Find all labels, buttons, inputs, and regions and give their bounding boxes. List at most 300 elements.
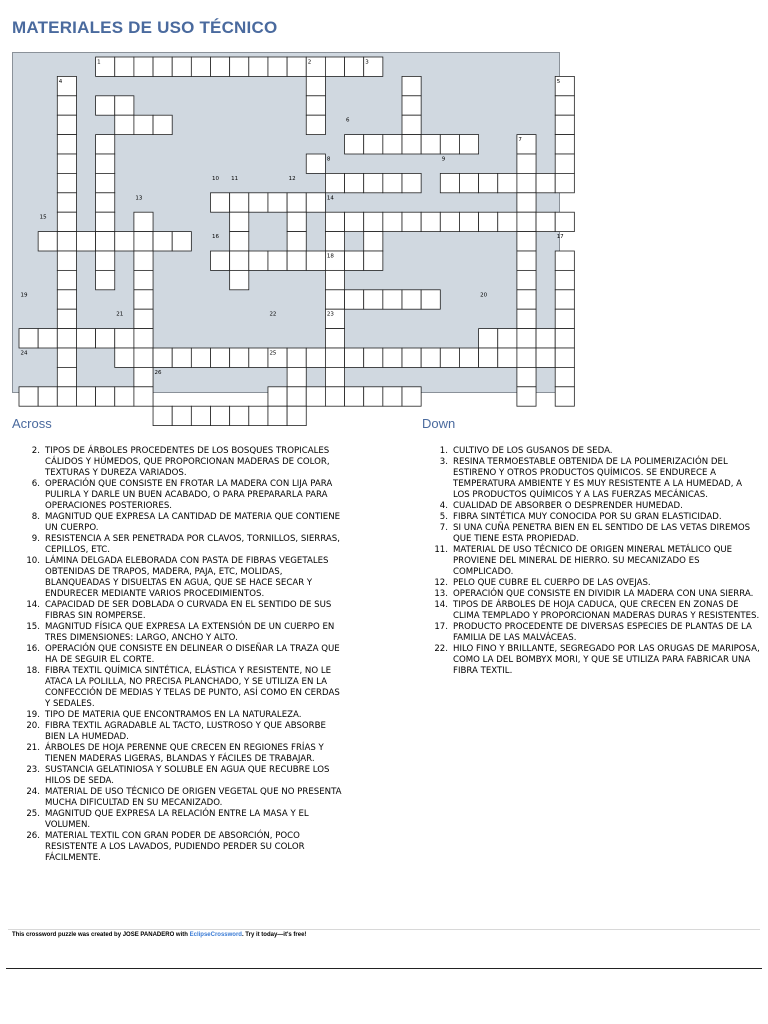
across-clue bbox=[16, 831, 346, 864]
grid-cell[interactable] bbox=[287, 193, 306, 212]
footer-credit bbox=[12, 932, 306, 938]
grid-cell[interactable] bbox=[57, 367, 76, 386]
grid-cell[interactable] bbox=[325, 367, 344, 386]
grid-cell[interactable] bbox=[421, 135, 440, 154]
clue-text: TIPOS DE ÁRBOLES PROCEDENTES DE LOS BOSQUES TROPICALES CÁLIDOS Y HÚMEDOS, QUE PROPORCIONAN MADERAS DE COLOR, TEXTURAS Y DUREZA VARIADOS. bbox=[45, 446, 330, 478]
grid-cell[interactable] bbox=[364, 212, 383, 231]
grid-cell[interactable] bbox=[517, 309, 536, 328]
clue-text: CUALIDAD DE ABSORBER O DESPRENDER HUMEDAD. bbox=[453, 501, 683, 511]
grid-cell[interactable] bbox=[57, 309, 76, 328]
grid-cell[interactable] bbox=[153, 232, 172, 251]
grid-cell[interactable] bbox=[115, 387, 134, 406]
clue-text: MAGNITUD FÍSICA QUE EXPRESA LA EXTENSIÓN DE UN CUERPO EN TRES DIMENSIONES: LARGO, ANCHO Y ALTO. bbox=[45, 622, 335, 643]
grid-cell[interactable] bbox=[555, 367, 574, 386]
grid-cell[interactable] bbox=[325, 387, 344, 406]
grid-cell[interactable] bbox=[345, 387, 364, 406]
grid-cell[interactable] bbox=[421, 290, 440, 309]
grid-cell[interactable] bbox=[555, 290, 574, 309]
across-clue bbox=[16, 743, 346, 765]
grid-cell[interactable] bbox=[517, 367, 536, 386]
clue-number: 10. bbox=[26, 556, 40, 566]
grid-cell[interactable] bbox=[402, 348, 421, 367]
grid-cell[interactable] bbox=[306, 96, 325, 115]
grid-cell[interactable] bbox=[364, 348, 383, 367]
grid-cell[interactable] bbox=[134, 367, 153, 386]
clue-text: TIPO DE MATERIA QUE ENCONTRAMOS EN LA NATURALEZA. bbox=[45, 710, 302, 720]
grid-cell[interactable] bbox=[498, 173, 517, 192]
grid-cell[interactable] bbox=[383, 212, 402, 231]
grid-cell[interactable] bbox=[517, 348, 536, 367]
grid-cell[interactable] bbox=[115, 96, 134, 115]
clue-number: 24. bbox=[26, 787, 40, 797]
grid-cell[interactable] bbox=[459, 135, 478, 154]
clue-number: 26. bbox=[26, 831, 40, 841]
grid-cell[interactable] bbox=[134, 212, 153, 231]
grid-cell[interactable] bbox=[287, 57, 306, 76]
grid-cell[interactable] bbox=[479, 329, 498, 348]
grid-cell[interactable] bbox=[230, 251, 249, 270]
grid-cell[interactable] bbox=[57, 212, 76, 231]
grid-cell[interactable] bbox=[96, 173, 115, 192]
grid-cell[interactable] bbox=[57, 270, 76, 289]
grid-cell[interactable] bbox=[440, 348, 459, 367]
grid-cell[interactable] bbox=[96, 387, 115, 406]
grid-cell[interactable] bbox=[555, 173, 574, 192]
down-clue bbox=[424, 545, 760, 578]
grid-cell[interactable] bbox=[555, 96, 574, 115]
grid-cell[interactable] bbox=[402, 96, 421, 115]
grid-cell[interactable] bbox=[38, 232, 57, 251]
grid-cell[interactable] bbox=[383, 290, 402, 309]
grid-cell[interactable] bbox=[555, 135, 574, 154]
clue-text: MATERIAL TEXTIL CON GRAN PODER DE ABSORCIÓN, POCO RESISTENTE A LOS LAVADOS, PUDIENDO PERDER SU COLOR FÁCILMENTE. bbox=[45, 831, 305, 863]
grid-cell[interactable] bbox=[306, 115, 325, 134]
grid-cell[interactable] bbox=[325, 348, 344, 367]
grid-cell[interactable] bbox=[364, 387, 383, 406]
grid-cell[interactable] bbox=[172, 348, 191, 367]
across-clue bbox=[16, 600, 346, 622]
grid-cell[interactable] bbox=[440, 212, 459, 231]
grid-cell[interactable] bbox=[96, 232, 115, 251]
grid-cell[interactable] bbox=[345, 251, 364, 270]
footer-prefix: This crossword puzzle was created by JOSE PANADERO with bbox=[12, 932, 190, 938]
clue-number: 25. bbox=[26, 809, 40, 819]
grid-cell[interactable] bbox=[383, 348, 402, 367]
clue-number-label: 24 bbox=[20, 350, 28, 357]
grid-cell[interactable] bbox=[211, 193, 230, 212]
clue-number-label: 11 bbox=[231, 175, 239, 182]
grid-cell[interactable] bbox=[57, 173, 76, 192]
clue-text: FIBRA TEXTIL QUÍMICA SINTÉTICA, ELÁSTICA Y RESISTENTE, NO LE ATACA LA POLILLA, NO PRECISA PLANCHADO, Y SE UTILIZA EN LA CONFECCIÓN DE MEDIAS Y TELAS DE PUNTO, ASÍ COMO EN CERDAS Y SEDALES. bbox=[45, 666, 340, 709]
grid-cell[interactable] bbox=[96, 154, 115, 173]
grid-cell[interactable] bbox=[76, 387, 95, 406]
grid-cell[interactable] bbox=[325, 212, 344, 231]
grid-cell[interactable] bbox=[555, 212, 574, 231]
clue-number-label: 7 bbox=[518, 137, 522, 144]
grid-cell[interactable] bbox=[191, 57, 210, 76]
grid-cell[interactable] bbox=[57, 232, 76, 251]
grid-cell[interactable] bbox=[96, 251, 115, 270]
across-clue bbox=[16, 556, 346, 600]
grid-cell[interactable] bbox=[555, 387, 574, 406]
clue-number: 8. bbox=[31, 512, 40, 522]
clue-number: 1. bbox=[439, 446, 448, 456]
page-title: MATERIALES DE USO TÉCNICO bbox=[12, 18, 278, 37]
grid-cell[interactable] bbox=[96, 135, 115, 154]
across-clue-list bbox=[16, 446, 346, 864]
grid-cell[interactable] bbox=[555, 115, 574, 134]
grid-cell[interactable] bbox=[555, 309, 574, 328]
grid-cell[interactable] bbox=[421, 212, 440, 231]
clue-number-label: 12 bbox=[288, 175, 296, 182]
clue-text: ÁRBOLES DE HOJA PERENNE QUE CRECEN EN REGIONES FRÍAS Y TIENEN MADERAS LIGERAS, BLANDAS Y FÁCILES DE TRABAJAR. bbox=[45, 743, 324, 764]
across-clue bbox=[16, 666, 346, 710]
grid-cell[interactable] bbox=[479, 212, 498, 231]
grid-cell[interactable] bbox=[517, 193, 536, 212]
across-clue bbox=[16, 787, 346, 809]
grid-cell[interactable] bbox=[402, 135, 421, 154]
clue-text: CULTIVO DE LOS GUSANOS DE SEDA. bbox=[453, 446, 613, 456]
down-clue bbox=[424, 589, 760, 600]
grid-cell[interactable] bbox=[134, 348, 153, 367]
across-clue bbox=[16, 622, 346, 644]
grid-cell[interactable] bbox=[536, 212, 555, 231]
page-bottom-divider bbox=[6, 968, 762, 969]
grid-cell[interactable] bbox=[517, 232, 536, 251]
grid-cell[interactable] bbox=[345, 57, 364, 76]
down-clue bbox=[424, 501, 760, 512]
grid-cell[interactable] bbox=[249, 406, 268, 425]
grid-cell[interactable] bbox=[249, 348, 268, 367]
grid-cell[interactable] bbox=[287, 387, 306, 406]
grid-cell[interactable] bbox=[115, 329, 134, 348]
grid-cell[interactable] bbox=[134, 232, 153, 251]
grid-cell[interactable] bbox=[325, 232, 344, 251]
grid-cell[interactable] bbox=[421, 348, 440, 367]
grid-cell[interactable] bbox=[287, 212, 306, 231]
grid-cell[interactable] bbox=[19, 387, 38, 406]
grid-cell[interactable] bbox=[134, 270, 153, 289]
grid-cell[interactable] bbox=[325, 173, 344, 192]
grid-cell[interactable] bbox=[536, 329, 555, 348]
grid-cell[interactable] bbox=[364, 251, 383, 270]
grid-cell[interactable] bbox=[172, 406, 191, 425]
grid-cell[interactable] bbox=[287, 251, 306, 270]
grid-cell[interactable] bbox=[76, 329, 95, 348]
across-clue bbox=[16, 446, 346, 479]
clue-number-label: 6 bbox=[346, 117, 350, 124]
clue-number-label: 14 bbox=[326, 195, 334, 202]
grid-cell[interactable] bbox=[402, 387, 421, 406]
clue-number: 7. bbox=[439, 523, 448, 533]
grid-cell[interactable] bbox=[211, 348, 230, 367]
grid-cell[interactable] bbox=[230, 232, 249, 251]
clue-number: 15. bbox=[26, 622, 40, 632]
grid-cell[interactable] bbox=[306, 193, 325, 212]
grid-cell[interactable] bbox=[134, 329, 153, 348]
grid-cell[interactable] bbox=[96, 193, 115, 212]
clue-text: CAPACIDAD DE SER DOBLADA O CURVADA EN EL SENTIDO DE SUS FIBRAS SIN ROMPERSE. bbox=[45, 600, 332, 621]
grid-cell[interactable] bbox=[440, 173, 459, 192]
down-clue bbox=[424, 523, 760, 545]
grid-cell[interactable] bbox=[57, 193, 76, 212]
across-clue bbox=[16, 479, 346, 512]
grid-cell[interactable] bbox=[517, 329, 536, 348]
grid-cell[interactable] bbox=[268, 251, 287, 270]
grid-cell[interactable] bbox=[306, 387, 325, 406]
across-clue bbox=[16, 765, 346, 787]
grid-cell[interactable] bbox=[517, 173, 536, 192]
grid-cell[interactable] bbox=[57, 96, 76, 115]
down-clue bbox=[424, 578, 760, 589]
clue-number-label: 4 bbox=[58, 78, 63, 85]
grid-cell[interactable] bbox=[345, 212, 364, 231]
grid-cell[interactable] bbox=[153, 406, 172, 425]
clue-number: 14. bbox=[26, 600, 40, 610]
down-clue bbox=[424, 622, 760, 644]
clue-text: PRODUCTO PROCEDENTE DE DIVERSAS ESPECIES DE PLANTAS DE LA FAMILIA DE LAS MALVÁCEAS. bbox=[453, 622, 752, 643]
grid-cell[interactable] bbox=[134, 387, 153, 406]
grid-cell[interactable] bbox=[402, 212, 421, 231]
grid-cell[interactable] bbox=[19, 329, 38, 348]
clue-text: LÁMINA DELGADA ELEBORADA CON PASTA DE FIBRAS VEGETALES OBTENIDAS DE TRAPOS, MADERA, PAJA, ETC, MOLIDAS, BLANQUEADAS Y DISUELTAS EN AGUA, QUE SE HACE SECAR Y ENDURECER MEDIANTE VARIOS PROCEDIMIENTOS. bbox=[45, 556, 329, 599]
grid-cell[interactable] bbox=[345, 290, 364, 309]
grid-cell[interactable] bbox=[402, 290, 421, 309]
clue-text: SUSTANCIA GELATINIOSA Y SOLUBLE EN AGUA QUE RECUBRE LOS HILOS DE SEDA. bbox=[45, 765, 330, 786]
clue-number: 3. bbox=[439, 457, 448, 467]
grid-cell[interactable] bbox=[230, 406, 249, 425]
across-clue bbox=[16, 644, 346, 666]
down-clue-list bbox=[424, 446, 760, 677]
grid-cell[interactable] bbox=[364, 232, 383, 251]
clue-number-label: 1 bbox=[97, 59, 101, 66]
down-clue bbox=[424, 446, 760, 457]
grid-cell[interactable] bbox=[153, 115, 172, 134]
grid-cell[interactable] bbox=[402, 115, 421, 134]
eclipsecrossword-link[interactable]: EclipseCrossword bbox=[189, 932, 242, 938]
grid-cell[interactable] bbox=[134, 251, 153, 270]
grid-cell[interactable] bbox=[555, 251, 574, 270]
grid-cell[interactable] bbox=[191, 406, 210, 425]
grid-cell[interactable] bbox=[306, 154, 325, 173]
grid-cell[interactable] bbox=[211, 406, 230, 425]
grid-cell[interactable] bbox=[345, 173, 364, 192]
grid-cell[interactable] bbox=[364, 135, 383, 154]
grid-cell[interactable] bbox=[536, 173, 555, 192]
clue-number-label: 17 bbox=[556, 234, 564, 241]
down-clue bbox=[424, 457, 760, 501]
grid-cell[interactable] bbox=[153, 348, 172, 367]
grid-cell[interactable] bbox=[517, 251, 536, 270]
grid-cell[interactable] bbox=[383, 135, 402, 154]
clue-number: 16. bbox=[26, 644, 40, 654]
grid-cell[interactable] bbox=[517, 154, 536, 173]
clue-number: 12. bbox=[434, 578, 448, 588]
grid-cell[interactable] bbox=[517, 212, 536, 231]
grid-cell[interactable] bbox=[115, 115, 134, 134]
grid-cell[interactable] bbox=[153, 57, 172, 76]
clue-text: OPERACIÓN QUE CONSISTE EN FROTAR LA MADERA CON LIJA PARA PULIRLA Y DARLE UN BUEN ACABADO, O PARA PREPARARLA PARA OPERACIONES POSTERIORES. bbox=[45, 479, 333, 511]
clue-text: RESISTENCIA A SER PENETRADA POR CLAVOS, TORNILLOS, SIERRAS, CEPILLOS, ETC. bbox=[45, 534, 340, 555]
clue-text: MATERIAL DE USO TÉCNICO DE ORIGEN VEGETAL QUE NO PRESENTA MUCHA DIFICULTAD EN SU MECANIZADO. bbox=[45, 787, 342, 808]
grid-cell[interactable] bbox=[115, 232, 134, 251]
grid-cell[interactable] bbox=[115, 348, 134, 367]
grid-cell[interactable] bbox=[57, 135, 76, 154]
clue-number-label: 20 bbox=[480, 292, 488, 299]
grid-cell[interactable] bbox=[498, 348, 517, 367]
grid-cell[interactable] bbox=[383, 173, 402, 192]
grid-cell[interactable] bbox=[325, 329, 344, 348]
grid-cell[interactable] bbox=[306, 76, 325, 95]
grid-cell[interactable] bbox=[306, 348, 325, 367]
grid-cell[interactable] bbox=[479, 173, 498, 192]
grid-cell[interactable] bbox=[230, 212, 249, 231]
grid-cell[interactable] bbox=[517, 387, 536, 406]
grid-cell[interactable] bbox=[459, 173, 478, 192]
clue-number-label: 13 bbox=[135, 195, 143, 202]
grid-cell[interactable] bbox=[57, 251, 76, 270]
clue-number-label: 15 bbox=[39, 214, 47, 221]
grid-cell[interactable] bbox=[172, 57, 191, 76]
grid-cell[interactable] bbox=[555, 154, 574, 173]
clue-number: 14. bbox=[434, 600, 448, 610]
grid-cell[interactable] bbox=[555, 348, 574, 367]
grid-cell[interactable] bbox=[230, 348, 249, 367]
grid-cell[interactable] bbox=[115, 57, 134, 76]
grid-cell[interactable] bbox=[364, 290, 383, 309]
grid-cell[interactable] bbox=[57, 290, 76, 309]
clue-number-label: 21 bbox=[116, 311, 124, 318]
grid-cell[interactable] bbox=[268, 57, 287, 76]
grid-cell[interactable] bbox=[57, 387, 76, 406]
footer-divider bbox=[8, 929, 760, 930]
grid-cell[interactable] bbox=[440, 135, 459, 154]
clue-number: 20. bbox=[26, 721, 40, 731]
grid-cell[interactable] bbox=[383, 387, 402, 406]
grid-cell[interactable] bbox=[96, 329, 115, 348]
crossword-grid-svg bbox=[13, 53, 564, 392]
down-clue bbox=[424, 600, 760, 622]
grid-cell[interactable] bbox=[268, 193, 287, 212]
across-clue bbox=[16, 512, 346, 534]
clue-number-label: 16 bbox=[212, 234, 219, 241]
grid-cell[interactable] bbox=[345, 348, 364, 367]
grid-cell[interactable] bbox=[249, 251, 268, 270]
grid-cell[interactable] bbox=[459, 212, 478, 231]
grid-cell[interactable] bbox=[172, 232, 191, 251]
grid-cell[interactable] bbox=[96, 270, 115, 289]
grid-cell[interactable] bbox=[76, 232, 95, 251]
grid-cell[interactable] bbox=[96, 96, 115, 115]
grid-cell[interactable] bbox=[57, 154, 76, 173]
down-heading: Down bbox=[422, 416, 456, 431]
grid-cell[interactable] bbox=[325, 290, 344, 309]
clue-number-label: 25 bbox=[269, 350, 277, 357]
grid-cell[interactable] bbox=[230, 270, 249, 289]
clue-number-label: 26 bbox=[154, 369, 162, 376]
grid-cell[interactable] bbox=[268, 406, 287, 425]
grid-cell[interactable] bbox=[555, 329, 574, 348]
clue-text: MATERIAL DE USO TÉCNICO DE ORIGEN MINERAL METÁLICO QUE PROVIENE DEL MINERAL DE HIERRO. SU MECANIZADO ES COMPLICADO. bbox=[453, 545, 733, 577]
grid-cell[interactable] bbox=[211, 57, 230, 76]
grid-cell[interactable] bbox=[57, 348, 76, 367]
grid-cell[interactable] bbox=[249, 193, 268, 212]
clue-number-label: 2 bbox=[307, 59, 312, 66]
grid-cell[interactable] bbox=[191, 348, 210, 367]
grid-cell[interactable] bbox=[517, 270, 536, 289]
grid-cell[interactable] bbox=[287, 232, 306, 251]
grid-cell[interactable] bbox=[134, 57, 153, 76]
grid-cell[interactable] bbox=[325, 57, 344, 76]
clue-text: MAGNITUD QUE EXPRESA LA CANTIDAD DE MATERIA QUE CONTIENE UN CUERPO. bbox=[45, 512, 341, 533]
grid-cell[interactable] bbox=[459, 348, 478, 367]
clue-text: TIPOS DE ÁRBOLES DE HOJA CADUCA, QUE CRECEN EN ZONAS DE CLIMA TEMPLADO Y PROPORCIONAN MADERAS DURAS Y RESISTENTES. bbox=[453, 600, 760, 621]
down-clue bbox=[424, 644, 760, 677]
grid-cell[interactable] bbox=[364, 173, 383, 192]
grid-cell[interactable] bbox=[345, 135, 364, 154]
grid-cell[interactable] bbox=[96, 212, 115, 231]
clue-text: FIBRA SINTÉTICA MUY CONOCIDA POR SU GRAN ELASTICIDAD. bbox=[453, 512, 722, 522]
grid-cell[interactable] bbox=[287, 367, 306, 386]
grid-cell[interactable] bbox=[249, 57, 268, 76]
grid-cell[interactable] bbox=[134, 290, 153, 309]
across-clue bbox=[16, 809, 346, 831]
grid-cell[interactable] bbox=[402, 76, 421, 95]
grid-cell[interactable] bbox=[134, 309, 153, 328]
grid-cell[interactable] bbox=[230, 57, 249, 76]
across-clue bbox=[16, 534, 346, 556]
clue-number-label: 8 bbox=[326, 156, 331, 163]
clue-number-label: 18 bbox=[326, 253, 334, 260]
clue-text: SI UNA CUÑA PENETRA BIEN EN EL SENTIDO DE LAS VETAS DIREMOS QUE TIENE ESTA PROPIEDAD. bbox=[453, 523, 751, 544]
grid-cell[interactable] bbox=[38, 387, 57, 406]
clue-number-label: 19 bbox=[20, 292, 28, 299]
grid-cell[interactable] bbox=[287, 406, 306, 425]
grid-cell[interactable] bbox=[268, 387, 287, 406]
grid-cell[interactable] bbox=[230, 193, 249, 212]
clue-text: MAGNITUD QUE EXPRESA LA RELACIÓN ENTRE LA MASA Y EL VOLUMEN. bbox=[45, 809, 309, 830]
footer-suffix: . Try it today—it's free! bbox=[241, 932, 307, 938]
grid-cell[interactable] bbox=[325, 270, 344, 289]
clue-number-label: 23 bbox=[326, 311, 334, 318]
down-clue bbox=[424, 512, 760, 523]
clue-text: FIBRA TEXTIL AGRADABLE AL TACTO, LUSTROSO Y QUE ABSORBE BIEN LA HUMEDAD. bbox=[45, 721, 326, 742]
grid-cell[interactable] bbox=[306, 251, 325, 270]
across-clue bbox=[16, 721, 346, 743]
grid-cell[interactable] bbox=[555, 270, 574, 289]
clue-text: PELO QUE CUBRE EL CUERPO DE LAS OVEJAS. bbox=[453, 578, 651, 588]
grid-cell[interactable] bbox=[287, 348, 306, 367]
grid-cell[interactable] bbox=[134, 115, 153, 134]
grid-cell[interactable] bbox=[536, 348, 555, 367]
clue-text: OPERACIÓN QUE CONSISTE EN DELINEAR O DISEÑAR LA TRAZA QUE HA DE SEGUIR EL CORTE. bbox=[45, 644, 340, 665]
clue-number: 13. bbox=[434, 589, 448, 599]
grid-cell[interactable] bbox=[402, 173, 421, 192]
clue-text: RESINA TERMOESTABLE OBTENIDA DE LA POLIMERIZACIÓN DEL ESTIRENO Y OTROS PRODUCTOS QUÍMICOS. SE ENDURECE A TEMPERATURA AMBIENTE Y ES MUY RESISTENTE A LA HUMEDAD, A LOS PRODUCTOS QUÍMICOS Y A LAS FUERZAS MECÁNICAS. bbox=[453, 457, 743, 500]
grid-cell[interactable] bbox=[498, 329, 517, 348]
clue-number: 6. bbox=[31, 479, 40, 489]
grid-cell[interactable] bbox=[57, 329, 76, 348]
grid-cell[interactable] bbox=[479, 348, 498, 367]
grid-cell[interactable] bbox=[498, 212, 517, 231]
grid-cell[interactable] bbox=[38, 329, 57, 348]
grid-cell[interactable] bbox=[517, 290, 536, 309]
clue-number-label: 9 bbox=[441, 156, 446, 163]
clue-number: 22. bbox=[434, 644, 448, 654]
grid-cell[interactable] bbox=[57, 115, 76, 134]
grid-cell[interactable] bbox=[211, 251, 230, 270]
clue-number-label: 22 bbox=[269, 311, 277, 318]
